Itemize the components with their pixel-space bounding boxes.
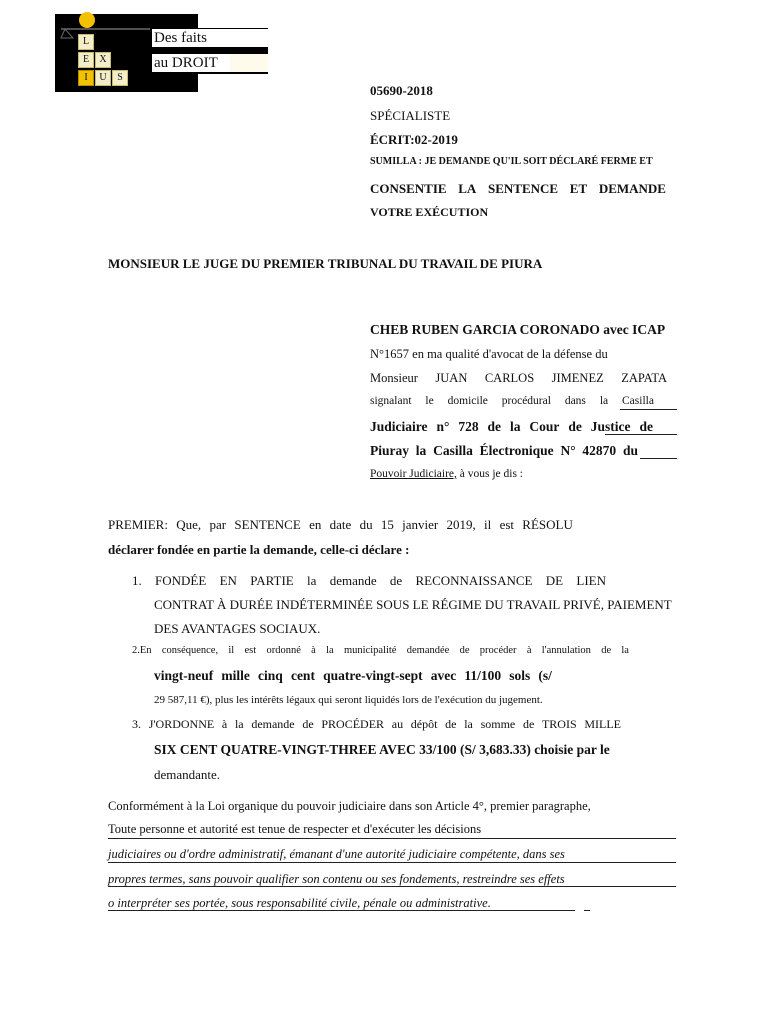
word: de (445, 717, 457, 731)
word: PARTIE (250, 573, 294, 588)
word: en (309, 517, 322, 532)
item-2-line2 (154, 668, 552, 684)
underline-rule (584, 910, 590, 911)
sumilla-line1: SUMILLA : JE DEMANDE QU'IL SOIT DÉCLARÉ FERME ET (370, 156, 653, 167)
word: 1. (132, 573, 142, 588)
word: demandée (406, 645, 450, 656)
item-2-line3: 29 587,11 €), plus les intérêts légaux qui seront liquidés lors de l'exécution du jugement. (154, 694, 543, 706)
underline-rule (108, 910, 575, 911)
word: au (391, 717, 404, 731)
word: cent (290, 668, 315, 683)
word: municipalité (343, 645, 397, 656)
lawyer-domicile (370, 395, 654, 407)
word: MILLE (584, 717, 621, 731)
word: RÉSOLU (522, 517, 573, 532)
logo-letter-tile: X (95, 52, 111, 68)
item-3-line1 (132, 717, 621, 732)
word: J'ORDONNE (148, 717, 215, 731)
item-3-line2: SIX CENT QUATRE-VINGT-THREE AVEC 33/100 (S/ 3,683.33) choisie par le (154, 742, 610, 757)
word: demande (329, 573, 377, 588)
word: FONDÉE (155, 573, 207, 588)
word: dépôt (410, 717, 438, 731)
word: la (509, 419, 521, 434)
word: (s/ (538, 668, 552, 683)
word: la (464, 717, 473, 731)
word: SENTENCE (234, 517, 301, 532)
lawyer-client (370, 371, 667, 386)
word: de (601, 645, 612, 656)
word: du (359, 517, 373, 532)
word: procéder (479, 645, 517, 656)
word: à (221, 717, 228, 731)
word: 11/100 (464, 668, 502, 683)
word: JUAN (435, 371, 468, 385)
closing-line4: propres termes, sans pouvoir qualifier son contenu ou ses fondements, restreindre ses effets (108, 872, 565, 886)
lawyer-electronic (370, 443, 638, 459)
logo-tagline-line2 (152, 54, 268, 72)
word: SENTENCE (488, 181, 559, 196)
item-2-line1 (132, 645, 629, 656)
word: date (329, 517, 352, 532)
word: Que, (176, 517, 202, 532)
logo-tagline-line1: Des faits (152, 29, 268, 47)
sumilla-line2 (370, 181, 666, 197)
addressee: MONSIEUR LE JUGE DU PREMIER TRIBUNAL DU TRAVAIL DE PIURA (108, 256, 543, 271)
underline-rule (108, 838, 676, 839)
underline-rule (620, 409, 677, 410)
word: de (639, 419, 653, 434)
specialist-label: SPÉCIALISTE (370, 108, 451, 123)
word: somme (480, 717, 516, 731)
word: vingt-neuf (154, 668, 214, 683)
sumilla-line3: VOTRE EXÉCUTION (370, 205, 489, 219)
item-1-line1 (132, 573, 606, 589)
word: mille (221, 668, 250, 683)
lawyer-name: CHEB RUBEN GARCIA CORONADO avec ICAP (370, 322, 666, 337)
word: signalant (370, 395, 412, 407)
word: de (522, 717, 535, 731)
word: CARLOS (484, 371, 535, 385)
word: JIMENEZ (551, 371, 604, 385)
word: il (484, 517, 492, 532)
ecrit-label: ÉCRIT:02-2019 (370, 132, 458, 147)
lawyer-line2: N°1657 en ma qualité d'avocat de la défense du (370, 347, 608, 361)
word: 2.En (132, 645, 152, 656)
closing-line2: Toute personne et autorité est tenue de respecter et d'exécuter les décisions (108, 822, 482, 836)
word: de (487, 419, 501, 434)
word: RECONNAISSANCE (415, 573, 533, 588)
word: de (459, 645, 470, 656)
word: N° (560, 443, 576, 458)
logo-letter-tile: E (78, 52, 94, 68)
word: 15 (380, 517, 394, 532)
lawyer-casilla (370, 419, 653, 435)
logo-letter-tile: S (112, 70, 128, 86)
word: de (568, 419, 582, 434)
word: Casilla (622, 395, 654, 407)
word: ordonné (266, 645, 301, 656)
word: Piuray (370, 443, 409, 458)
underline-rule (640, 458, 677, 459)
word: PROCÉDER (321, 717, 385, 731)
word: le (425, 395, 434, 407)
underline-rule (108, 862, 676, 863)
word: janvier (402, 517, 439, 532)
logo-tagline-line2-text: au DROIT (154, 55, 218, 71)
word: n° (436, 419, 450, 434)
greeting: à vous je dis : (456, 468, 523, 480)
word: PREMIER: (108, 517, 168, 532)
word: la (326, 645, 334, 656)
word: quatre-vingt-sept (323, 668, 423, 683)
item-1-line3: DES AVANTAGES SOCIAUX. (154, 621, 321, 636)
word: l'annulation (541, 645, 591, 656)
word: Judiciaire (370, 419, 428, 434)
word: EN (219, 573, 237, 588)
word: avec (430, 668, 457, 683)
word: Casilla (433, 443, 473, 458)
word: domicile (447, 395, 488, 407)
word: cinq (258, 668, 283, 683)
word: ET (569, 181, 588, 196)
word: la (621, 645, 629, 656)
word: la (234, 717, 244, 731)
word: ZAPATA (621, 371, 667, 385)
word: sols (509, 668, 531, 683)
case-number: 05690-2018 (370, 83, 433, 98)
word: est (244, 645, 257, 656)
word: 728 (458, 419, 479, 434)
word: DE (545, 573, 564, 588)
logo (45, 12, 270, 94)
closing-line5: o interpréter ses portée, sous responsabilité civile, pénale ou administrative. (108, 896, 491, 910)
lawyer-closing (370, 468, 523, 480)
word: à (526, 645, 532, 656)
word: de (302, 717, 314, 731)
premier-line2: déclarer fondée en partie la demande, celle-ci déclare : (108, 542, 410, 557)
word: LIEN (576, 573, 606, 588)
closing-line3: judiciaires ou d'ordre administratif, émanant d'une autorité judiciaire compétente, dans ses (108, 847, 565, 861)
word: conséquence, (161, 645, 219, 656)
pouvoir-judiciaire: Pouvoir Judiciaire, (370, 468, 457, 480)
word: Électronique (479, 443, 554, 458)
logo-letter-tile: U (95, 70, 111, 86)
word: la (599, 395, 609, 407)
word: Monsieur (370, 371, 418, 385)
word: la (307, 573, 317, 588)
underline-rule (108, 886, 676, 887)
logo-letter-tile: I (78, 70, 94, 86)
closing-line1: Conformément à la Loi organique du pouvoir judiciaire dans son Article 4°, premier paragraphe, (108, 799, 591, 813)
word: Justice (590, 419, 631, 434)
word: 3. (132, 717, 141, 731)
word: est (499, 517, 515, 532)
word: demande (251, 717, 295, 731)
word: 42870 (582, 443, 617, 458)
underline-rule (605, 434, 677, 435)
word: la (415, 443, 427, 458)
word: par (209, 517, 227, 532)
word: 2019, (446, 517, 476, 532)
word: à (311, 645, 316, 656)
word: du (622, 443, 638, 458)
item-3-line3: demandante. (154, 767, 221, 782)
word: Cour (529, 419, 560, 434)
word: dans (564, 395, 586, 407)
word: procédural (501, 395, 551, 407)
word: de (389, 573, 403, 588)
premier-line1 (108, 517, 573, 533)
word: DEMANDE (598, 181, 666, 196)
word: LA (458, 181, 477, 196)
item-1-line2: CONTRAT À DURÉE INDÉTERMINÉE SOUS LE RÉGIME DU TRAVAIL PRIVÉ, PAIEMENT (154, 597, 672, 612)
word: TROIS (541, 717, 577, 731)
logo-letter-tile: L (78, 34, 94, 50)
word: CONSENTIE (370, 181, 447, 196)
logo-smudge-overlay (230, 54, 268, 72)
word: il (228, 645, 235, 656)
